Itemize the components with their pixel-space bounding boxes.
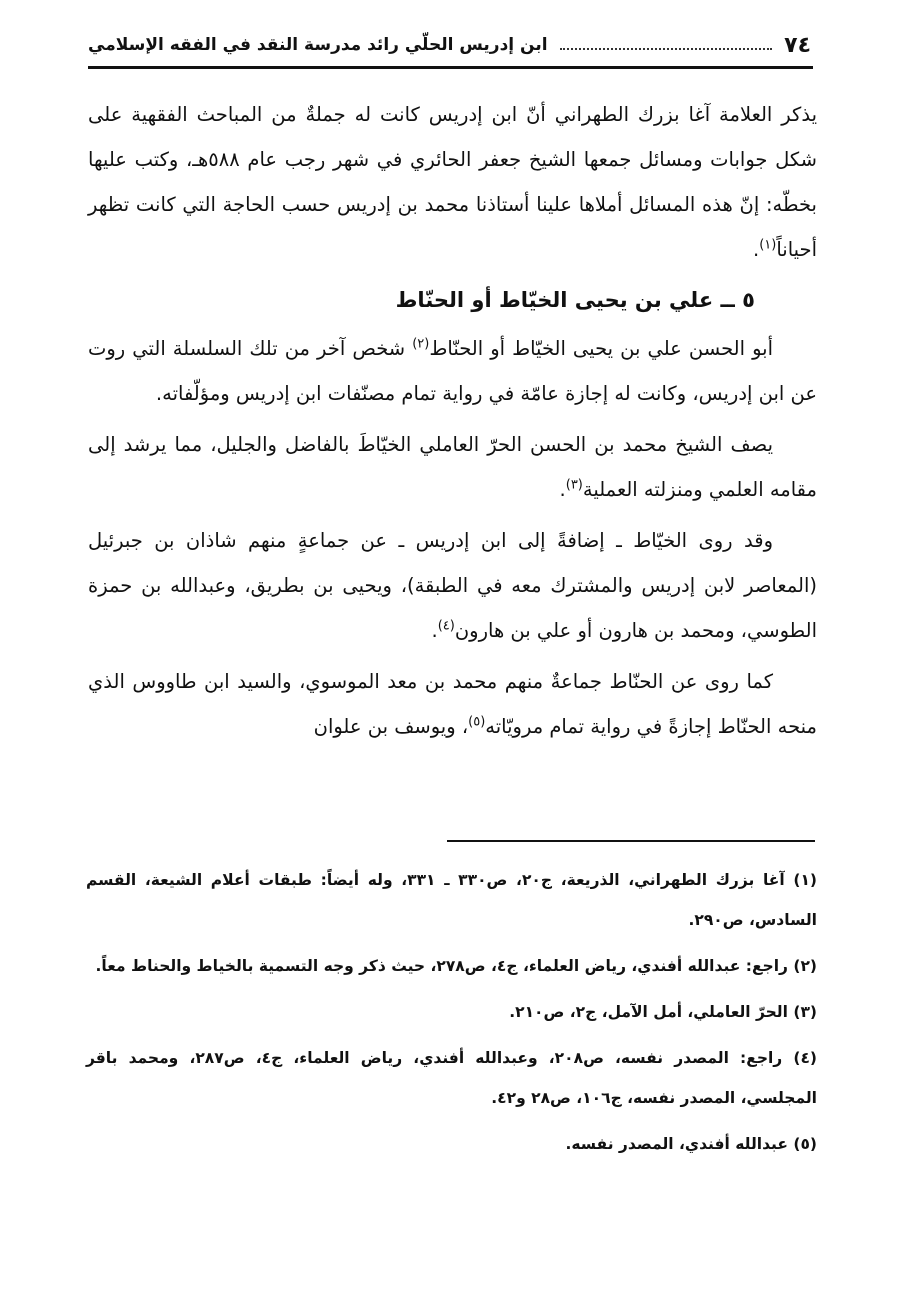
footnote-ref-5: (٥) bbox=[468, 714, 486, 730]
paragraph-5-text-a: كما روى عن الحنّاط جماعةٌ منهم محمد بن معد الموسوي، والسيد ابن طاووس الذي منحه الحنّاط إجازةً في رواية تمام مرويّاته bbox=[88, 670, 817, 738]
paragraph-4-end: . bbox=[431, 619, 438, 642]
paragraph-3 bbox=[88, 422, 817, 512]
page-number: ٧٤ bbox=[784, 32, 811, 58]
footnote-ref-3: (٣) bbox=[565, 477, 583, 493]
main-text bbox=[88, 92, 817, 755]
footnote-2: (٢) راجع: عبدالله أفندي، رياض العلماء، ج٤، ص٢٧٨، حيث ذكر وجه التسمية بالخياط والحناط معاً. bbox=[95, 957, 817, 975]
paragraph-2 bbox=[88, 326, 817, 416]
paragraph-2-text-b: شخص آخر من تلك السلسلة التي روت عن ابن إدريس، وكانت له إجازة عامّة في رواية تمام مصنّفات ابن إدريس ومؤلّفاته. bbox=[88, 337, 817, 405]
paragraph-2-text-a: أبو الحسن علي بن يحيى الخيّاط أو الحنّاط bbox=[429, 337, 773, 360]
paragraph-3-text: يصف الشيخ محمد بن الحسن الحرّ العاملي الخيّاطَ بالفاضل والجليل، مما يرشد إلى مقامه العلمي ومنزلته العملية bbox=[88, 433, 817, 501]
paragraph-5-text-b: ، ويوسف بن علوان bbox=[313, 715, 469, 738]
paragraph-3-end: . bbox=[559, 478, 566, 501]
running-title: ابن إدريس الحلّي رائد مدرسة النقد في الفقه الإسلامي bbox=[88, 35, 548, 55]
paragraph-4-text: وقد روى الخيّاط ـ إضافةً إلى ابن إدريس ـ عن جماعةٍ منهم شاذان بن جبرئيل (المعاصر لابن إدريس والمشترك معه في الطبقة)، ويحيى بن بطريق، وعبدالله بن حمزة الطوسي، ومحمد بن هارون أو علي بن هارون bbox=[88, 529, 817, 642]
footnotes bbox=[86, 860, 817, 1170]
footnote-ref-1: (١) bbox=[759, 237, 777, 253]
section-heading: ٥ ــ علي بن يحيى الخيّاط أو الحنّاط bbox=[395, 288, 755, 312]
footnote-3: (٣) الحرّ العاملي، أمل الآمل، ج٢، ص٢١٠. bbox=[509, 1003, 817, 1021]
footnote-ref-2: (٢) bbox=[412, 336, 430, 352]
footnote-4: (٤) راجع: المصدر نفسه، ص٢٠٨، وعبدالله أفندي، رياض العلماء، ج٤، ص٢٨٧، ومحمد باقر المجلسي، المصدر نفسه، ج١٠٦، ص٢٨ و٤٢. bbox=[86, 1049, 818, 1107]
paragraph-1-end: . bbox=[752, 238, 760, 261]
header-rule bbox=[88, 66, 813, 69]
header-leader-dots bbox=[560, 48, 773, 50]
footnote-1: (١) آغا بزرك الطهراني، الذريعة، ج٢٠، ص٣٣٠ ـ ٣٣١، وله أيضاً: طبقات أعلام الشيعة، القسم السادس، ص٢٩٠. bbox=[86, 871, 817, 929]
paragraph-1-text: يذكر العلامة آغا بزرك الطهراني أنّ ابن إدريس كانت له جملةٌ من المباحث الفقهية على شكل جوابات ومسائل جمعها الشيخ جعفر الحائري في شهر رجب عام ٥٨٨هـ، وكتب عليها بخطّه: إنّ هذه المسائل أملاها علينا أستاذنا محمد بن إدريس حسب الحاجة التي كانت تظهر أحياناً bbox=[88, 103, 818, 261]
page-header bbox=[88, 28, 811, 62]
footnote-ref-4: (٤) bbox=[437, 618, 455, 634]
paragraph-5 bbox=[88, 659, 817, 749]
footnote-separator bbox=[447, 840, 815, 842]
footnote-5: (٥) عبدالله أفندي، المصدر نفسه. bbox=[565, 1135, 817, 1153]
paragraph-4 bbox=[88, 518, 817, 653]
paragraph-1 bbox=[88, 92, 817, 272]
